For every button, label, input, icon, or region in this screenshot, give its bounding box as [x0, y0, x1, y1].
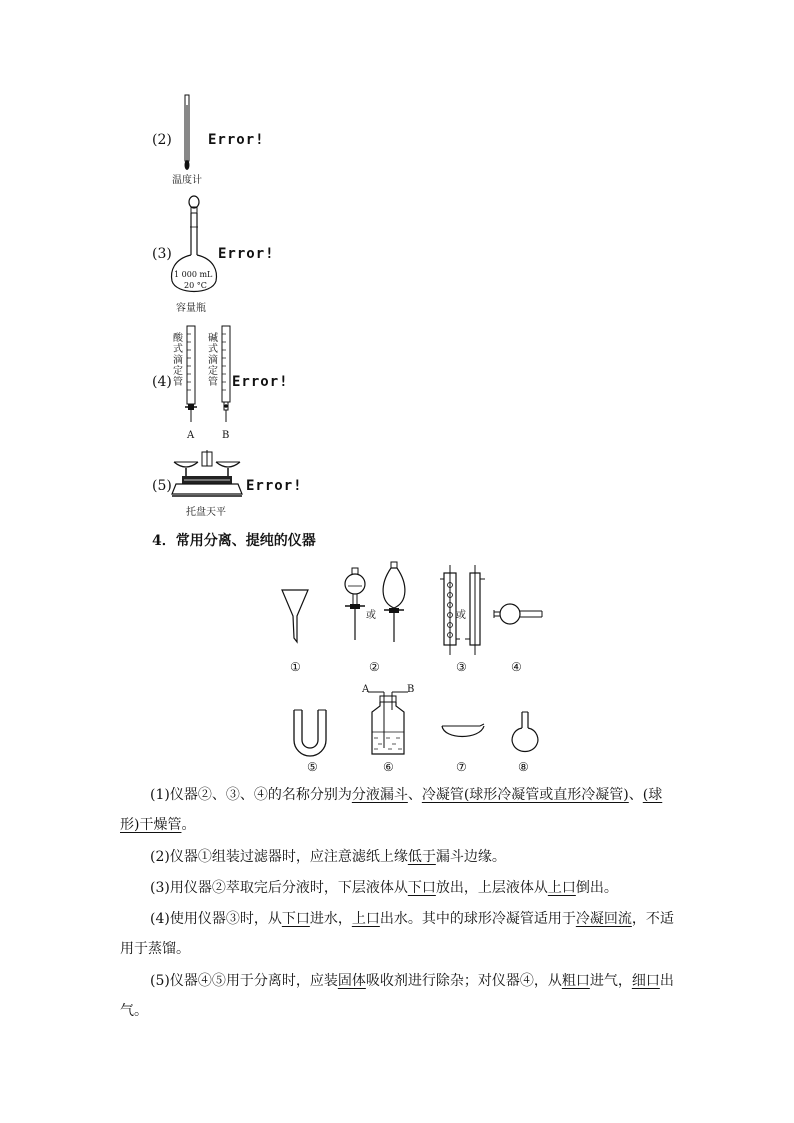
thermometer-icon	[180, 95, 194, 175]
drying-tube-icon	[494, 600, 546, 626]
section-heading: 4．常用分离、提纯的仪器	[152, 533, 316, 549]
figure-label-5: ⑤	[307, 760, 318, 774]
p3-text-1: (3)用仪器②萃取完后分液时，下层液体从	[150, 880, 408, 896]
p4-text-2: 进水，	[309, 911, 352, 927]
acid-burette-icon	[184, 326, 198, 428]
flask-temp-label: 20 °C	[184, 281, 207, 290]
base-burette-icon	[219, 326, 233, 428]
p5-answer-1: 固体	[337, 973, 366, 989]
label-burette-a: A	[187, 430, 195, 441]
p4-answer-1: 下口	[281, 911, 310, 927]
paragraph-5	[120, 966, 680, 1026]
p4-text-1: (4)使用仪器③时，从	[150, 911, 282, 927]
funnel-icon	[280, 588, 310, 644]
gas-washing-bottle-icon	[368, 688, 408, 756]
p3-text-2: 放出，上层液体从	[435, 880, 548, 896]
balance-icon	[168, 450, 246, 502]
item-number-2: (2)	[152, 132, 172, 148]
figure-label-1: ①	[290, 660, 301, 674]
gas-port-b-label: B	[407, 684, 415, 695]
p1-text-3: 、	[628, 787, 643, 803]
gas-port-a-label: A	[362, 684, 370, 695]
p2-text-1: (2)仪器①组装过滤器时，应注意滤纸上缘	[150, 849, 408, 865]
item-number-4: (4)	[152, 374, 172, 390]
paragraph-4	[120, 904, 680, 964]
u-tube-icon	[292, 708, 328, 756]
p1-answer-1: 分液漏斗	[351, 787, 408, 803]
paragraph-2	[120, 842, 680, 872]
p1-answer-2: 冷凝管(球形冷凝管或直形冷凝管)	[421, 787, 629, 803]
p5-text-4: 出气。	[120, 973, 674, 1019]
p5-answer-2: 粗口	[561, 973, 590, 989]
item-number-5: (5)	[152, 478, 172, 494]
p5-text-3: 进气，	[589, 973, 632, 989]
p4-answer-2: 上口	[351, 911, 380, 927]
flask-volume-label: 1 000 mL	[174, 270, 213, 279]
separatory-funnel-pear-icon	[378, 562, 410, 644]
p1-text-1: (1)仪器②、③、④的名称分别为	[150, 787, 352, 803]
p5-text-1: (5)仪器④⑤用于分离时，应装	[150, 973, 338, 989]
p4-text-4: ，不适用于蒸馏。	[120, 911, 674, 957]
straight-condenser-icon	[465, 565, 485, 655]
item-result-5: Error!	[246, 478, 303, 494]
item-result-4: Error!	[232, 374, 289, 390]
label-burette-b: B	[222, 430, 230, 441]
p4-answer-3: 冷凝回流	[575, 911, 632, 927]
caption-balance: 托盘天平	[186, 507, 226, 518]
figure-or-text-2: 或	[456, 610, 466, 621]
item-result-2: Error!	[208, 132, 265, 148]
figure-label-6: ⑥	[383, 760, 394, 774]
item-number-3: (3)	[152, 246, 172, 262]
figure-label-2: ②	[369, 660, 380, 674]
caption-volumetric-flask: 容量瓶	[176, 303, 206, 314]
caption-thermometer: 温度计	[172, 175, 202, 186]
caption-acid-burette: 酸式滴定管	[173, 333, 183, 388]
figure-label-3: ③	[456, 660, 467, 674]
p2-text-2: 漏斗边缘。	[435, 849, 506, 865]
paragraph-1	[120, 780, 680, 840]
p1-text-2: 、	[407, 787, 422, 803]
paragraph-3	[120, 873, 680, 903]
figure-or-text-1: 或	[366, 610, 376, 621]
p3-answer-2: 上口	[547, 880, 576, 896]
round-bottom-flask-icon	[510, 710, 540, 754]
figure-label-4: ④	[511, 660, 522, 674]
p3-text-3: 倒出。	[575, 880, 618, 896]
p2-answer-1: 低于	[407, 849, 436, 865]
caption-base-burette: 碱式滴定管	[208, 333, 218, 388]
figure-label-8: ⑧	[518, 760, 529, 774]
evaporating-dish-icon	[440, 722, 488, 744]
p3-answer-1: 下口	[407, 880, 436, 896]
p5-answer-3: 细口	[631, 973, 660, 989]
p1-answer-3: (球形)干燥管	[120, 787, 663, 833]
p4-text-3: 出水。其中的球形冷凝管适用于	[379, 911, 576, 927]
p1-text-4: 。	[181, 817, 196, 833]
item-result-3: Error!	[218, 246, 275, 262]
figure-label-7: ⑦	[456, 760, 467, 774]
p5-text-2: 吸收剂进行除杂；对仪器④，从	[365, 973, 562, 989]
